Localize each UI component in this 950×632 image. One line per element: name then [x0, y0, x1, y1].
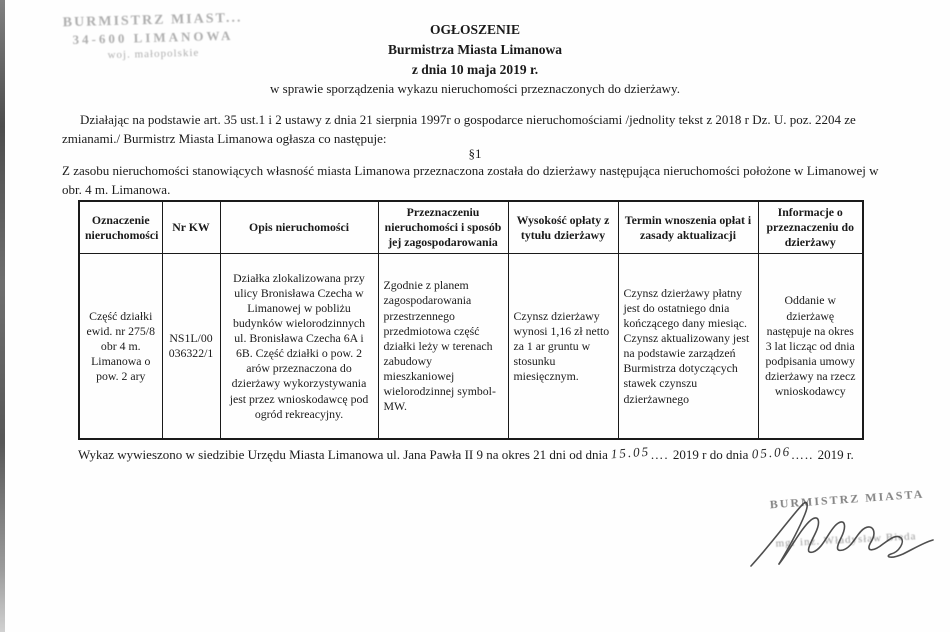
signature-block — [745, 488, 945, 578]
handwritten-signature — [745, 494, 945, 578]
issuer-line: Burmistrza Miasta Limanowa — [388, 42, 562, 57]
cell-description: Działka zlokalizowana przy ulicy Bronisława Czecha w Limanowej w pobliżu budynków wielorodzinnych ul. Bronisława Czecha 6A i 6B. Część działki o pow. 2 arów przeznaczona do dzierżawy wykorzystywania jest przez wnioskodawcę pod ogród rekreacyjny. — [220, 254, 378, 440]
document-title-block — [0, 20, 950, 80]
date-line: z dnia 10 maja 2019 r. — [411, 62, 539, 77]
col-header-payment-terms: Termin wnoszenia opłat i zasady aktualizacji — [618, 201, 758, 254]
section-mark: §1 — [468, 146, 482, 161]
mayor-name-stamp: mgr inż. Władysław Bieda — [775, 530, 917, 550]
col-header-lease-info: Informacje o przeznaczeniu do dzierżawy — [758, 201, 863, 254]
legal-basis-paragraph: Działając na podstawie art. 35 ust.1 i 2 ustawy z dnia 21 sierpnia 1997r o gospodarce nieruchomościami /jednolity tekst z 2018 r Dz. U. poz. 2204 ze zmianami./ Burmistrz Miasta Limanowa ogłasza co następuje: — [62, 112, 856, 146]
col-header-designation: Oznaczenie nieruchomości — [79, 201, 162, 254]
cell-kw-number: NS1L/00 036322/1 — [162, 254, 220, 440]
posting-notice-line — [78, 443, 918, 463]
handwritten-end-date: 05.06 — [750, 443, 792, 462]
table-header-row — [79, 201, 863, 254]
posting-text-after: 2019 r. — [817, 447, 854, 462]
cell-lease-info: Oddanie w dzierżawę następuje na okres 3 lat licząc od dnia podpisania umowy dzierżawy na rzecz wnioskodawcy — [758, 254, 863, 440]
dotted-line: ….. — [790, 447, 818, 462]
stamp-office-name: BURMISTRZ MIAST... — [62, 10, 243, 31]
page-title: OGŁOSZENIE — [429, 22, 521, 37]
subject-line: w sprawie sporządzenia wykazu nieruchomości przeznaczonych do dzierżawy. — [270, 81, 680, 96]
posting-text-before: Wykaz wywieszono w siedzibie Urzędu Miasta Limanowa ul. Jana Pawła II 9 na okres 21 dni od dnia — [78, 447, 612, 462]
intro-paragraph: Z zasobu nieruchomości stanowiących własność miasta Limanowa przeznaczona została do dzierżawy następująca nieruchomości położone w Limanowej w obr. 4 m. Limanowa. — [62, 163, 879, 197]
mayor-title-stamp: BURMISTRZ MIASTA — [769, 486, 925, 512]
cell-designation: Część działki ewid. nr 275/8 obr 4 m. Limanowa o pow. 2 ary — [79, 254, 162, 440]
col-header-purpose: Przeznaczeniu nieruchomości i sposób jej zagospodarowania — [378, 201, 508, 254]
col-header-kw-number: Nr KW — [162, 201, 220, 254]
dotted-line: …. — [650, 447, 673, 462]
cell-fee: Czynsz dzierżawy wynosi 1,16 zł netto za 1 ar gruntu w stosunku miesięcznym. — [508, 254, 618, 440]
col-header-description: Opis nieruchomości — [220, 201, 378, 254]
cell-purpose: Zgodnie z planem zagospodarowania przestrzennego przedmiotowa część działki leży w terenach zabudowy mieszkaniowej wielorodzinnej symbol- MW. — [378, 254, 508, 440]
stamp-voivodeship: woj. małopolskie — [107, 46, 200, 62]
stamp-postal-city: 34-600 LIMANOWA — [72, 27, 234, 48]
property-listing-table — [78, 200, 864, 440]
table-row — [79, 254, 863, 440]
col-header-fee: Wysokość opłaty z tytułu dzierżawy — [508, 201, 618, 254]
posting-text-middle: 2019 r do dnia — [672, 447, 752, 462]
handwritten-start-date: 15.05 — [610, 443, 651, 462]
cell-payment-terms: Czynsz dzierżawy płatny jest do ostatniego dnia kończącego dany miesiąc. Czynsz aktualizowany jest na podstawie zarządzeń Burmistrza dotyczących stawek czynszu dzierżawnego — [618, 254, 758, 440]
